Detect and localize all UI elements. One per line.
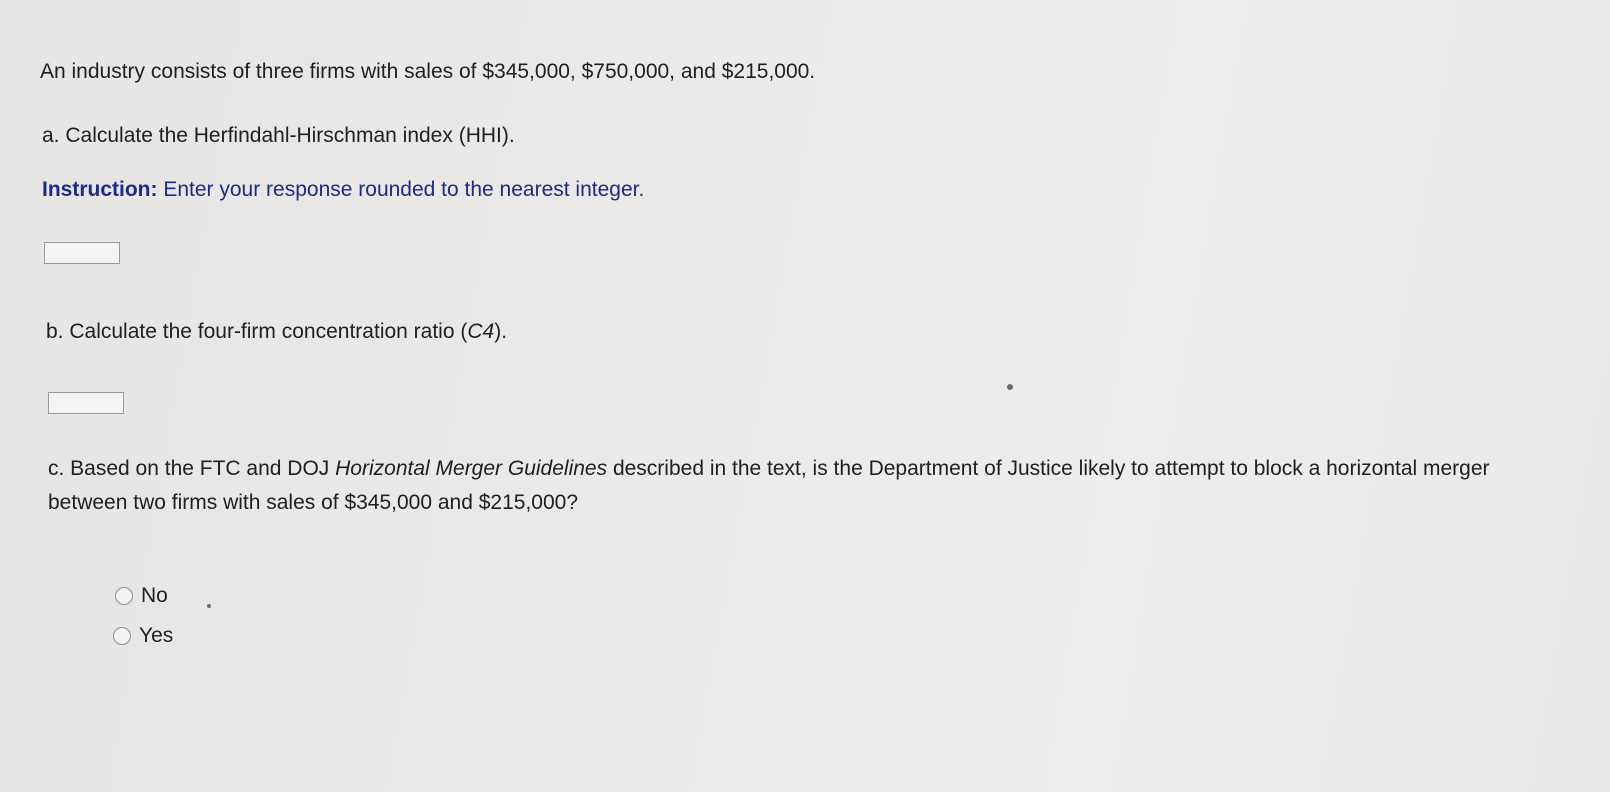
instruction-body: Enter your response rounded to the nearest integer. bbox=[157, 178, 645, 201]
part-c-guidelines-title: Horizontal Merger Guidelines bbox=[335, 457, 608, 480]
part-b-prompt bbox=[46, 318, 507, 346]
instruction-label: Instruction: bbox=[42, 178, 158, 201]
part-b-symbol: C4 bbox=[467, 320, 495, 343]
part-c-suffix: described in the text, is the Department of Justice likely to attempt to block a horizontal merger between two firms with sales of $345,000 and $215,000? bbox=[48, 457, 1490, 514]
part-c-prompt bbox=[48, 452, 1548, 520]
option-no[interactable] bbox=[115, 584, 168, 608]
radio-yes[interactable] bbox=[113, 627, 131, 645]
question-intro: An industry consists of three firms with sales of $345,000, $750,000, and $215,000. bbox=[40, 60, 816, 83]
option-yes-label: Yes bbox=[139, 624, 174, 647]
part-b-prefix: b. Calculate the four-firm concentration ratio ( bbox=[46, 320, 468, 343]
part-a-prompt: a. Calculate the Herfindahl-Hirschman index (HHI). bbox=[42, 124, 515, 147]
screen-speck bbox=[207, 604, 211, 608]
part-a-answer-input[interactable] bbox=[44, 242, 120, 264]
part-c-prefix: c. Based on the FTC and DOJ bbox=[48, 457, 336, 480]
screen-speck bbox=[1007, 384, 1013, 390]
part-b-answer-input[interactable] bbox=[48, 392, 124, 414]
part-b-suffix: ). bbox=[494, 320, 508, 343]
instruction-text bbox=[42, 176, 644, 204]
option-yes[interactable] bbox=[113, 624, 173, 648]
radio-no[interactable] bbox=[115, 587, 133, 605]
option-no-label: No bbox=[141, 584, 168, 607]
